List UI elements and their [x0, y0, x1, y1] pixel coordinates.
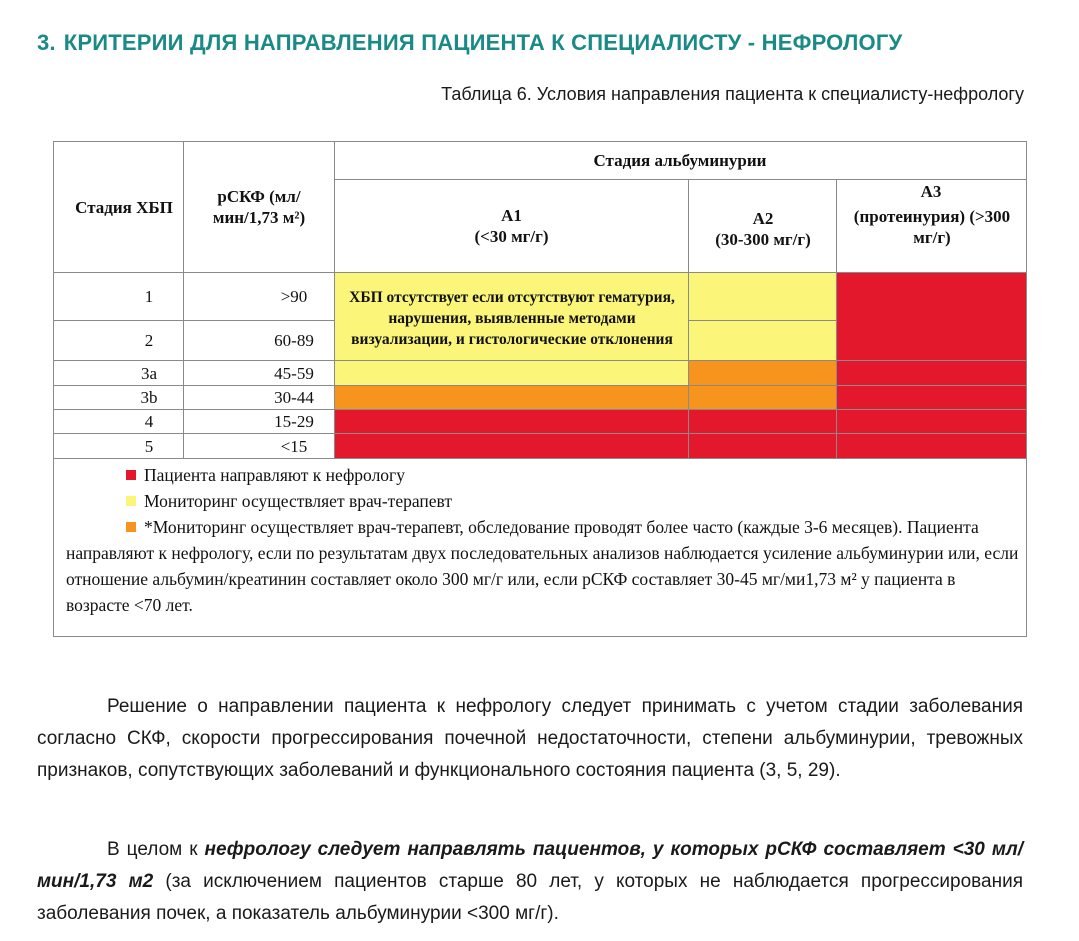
referral-criterion: нефрологу следует направлять пациентов, у которых рСКФ составляет <30 мл/мин/1,73 м2: [37, 839, 1023, 892]
legend-red: Пациента направляют к нефрологу: [66, 462, 1020, 488]
section-title: КРИТЕРИИ ДЛЯ НАПРАВЛЕНИЯ ПАЦИЕНТА К СПЕЦИАЛИСТУ - НЕФРОЛОГУ: [63, 30, 903, 55]
cell-fill: [688, 434, 836, 459]
cell-fill: [836, 410, 1026, 434]
section-heading: [37, 30, 1057, 56]
cell-fill: [836, 386, 1026, 410]
stage-cell: 4: [144, 412, 154, 431]
stage-cell: 3a: [140, 363, 158, 383]
legend-orange: *Мониторинг осуществляет врач-терапевт, обследование проводят более часто (каждые 3-6 месяцев). Пациента направляют к нефрологу, если по результатам двух последовательных анализов наблюдается усиление альбуминурии или, если отношение альбумин/креатинин составляет около 300 мг/г или, если рСКФ составляет 30-45 мг/ми1,73 м² у пациента в возрасте <70 лет.: [66, 517, 1019, 615]
cell-fill: [335, 386, 688, 410]
stage-cell: 3b: [140, 388, 158, 407]
gfr-cell: 45-59: [274, 363, 314, 383]
cell-fill: [335, 361, 688, 386]
cell-fill: [836, 321, 1026, 361]
cell-fill: [688, 361, 836, 386]
no-ckd-note: ХБП отсутствует если отсутствуют гематурия, нарушения, выявленные методами визуализации, и гистологические отклонения: [349, 288, 675, 348]
grid-line: [54, 458, 1026, 459]
cell-fill: [335, 434, 688, 459]
paragraph-decision: Решение о направлении пациента к нефрологу следует принимать с учетом стадии заболевания согласно СКФ, скорости прогрессирования почечной недостаточности, степени альбуминурии, тревожных признаков, сопутствующих заболеваний и функционального состояния пациента (3, 5, 29).: [37, 696, 1023, 781]
header-albuminuria: Стадия альбуминурии: [593, 151, 767, 170]
header-a1: А1 (<30 мг/г): [474, 206, 549, 246]
header-a3: (протеинурия) (>300 мг/г): [853, 207, 1011, 247]
gfr-cell: 15-29: [274, 412, 314, 431]
header-gfr: рСКФ (мл/мин/1,73 м²): [212, 187, 306, 227]
legend: [66, 462, 1020, 618]
yellow-square-icon: [126, 496, 136, 506]
cell-fill: [688, 410, 836, 434]
table-caption: Таблица 6. Условия направления пациента к специалисту-нефрологу: [441, 84, 1024, 104]
header-a2: А2 (30-300 мг/г): [715, 209, 811, 249]
gfr-cell: 30-44: [274, 388, 314, 407]
grid-line: [836, 180, 837, 459]
paragraph-referral: В целом к нефрологу следует направлять пациентов, у которых рСКФ составляет <30 мл/мин/1,73 м2 (за исключением пациентов старше 80 лет, у которых не наблюдается прогрессирования заболевания почек, а показатель альбуминурии <300 мг/г).: [37, 839, 1024, 924]
gfr-cell: <15: [280, 436, 308, 456]
cell-fill: [836, 434, 1026, 459]
stage-cell: 2: [144, 331, 154, 350]
gfr-cell: 60-89: [274, 331, 314, 350]
gfr-cell: >90: [280, 287, 308, 306]
cell-fill: [836, 361, 1026, 386]
cell-fill: [688, 321, 836, 361]
stage-cell: 1: [144, 287, 154, 306]
cell-fill: [688, 386, 836, 410]
section-number: 3.: [37, 30, 56, 55]
legend-yellow: Мониторинг осуществляет врач-терапевт: [66, 488, 1020, 514]
grid-line: [688, 320, 836, 321]
header-stage: Стадия ХБП: [75, 197, 173, 217]
orange-square-icon: [126, 522, 136, 532]
cell-fill: [688, 273, 836, 321]
header-a3-name: А3: [920, 181, 942, 201]
stage-cell: 5: [144, 436, 154, 456]
red-square-icon: [126, 470, 136, 480]
cell-fill: [836, 273, 1026, 321]
cell-fill: [335, 410, 688, 434]
